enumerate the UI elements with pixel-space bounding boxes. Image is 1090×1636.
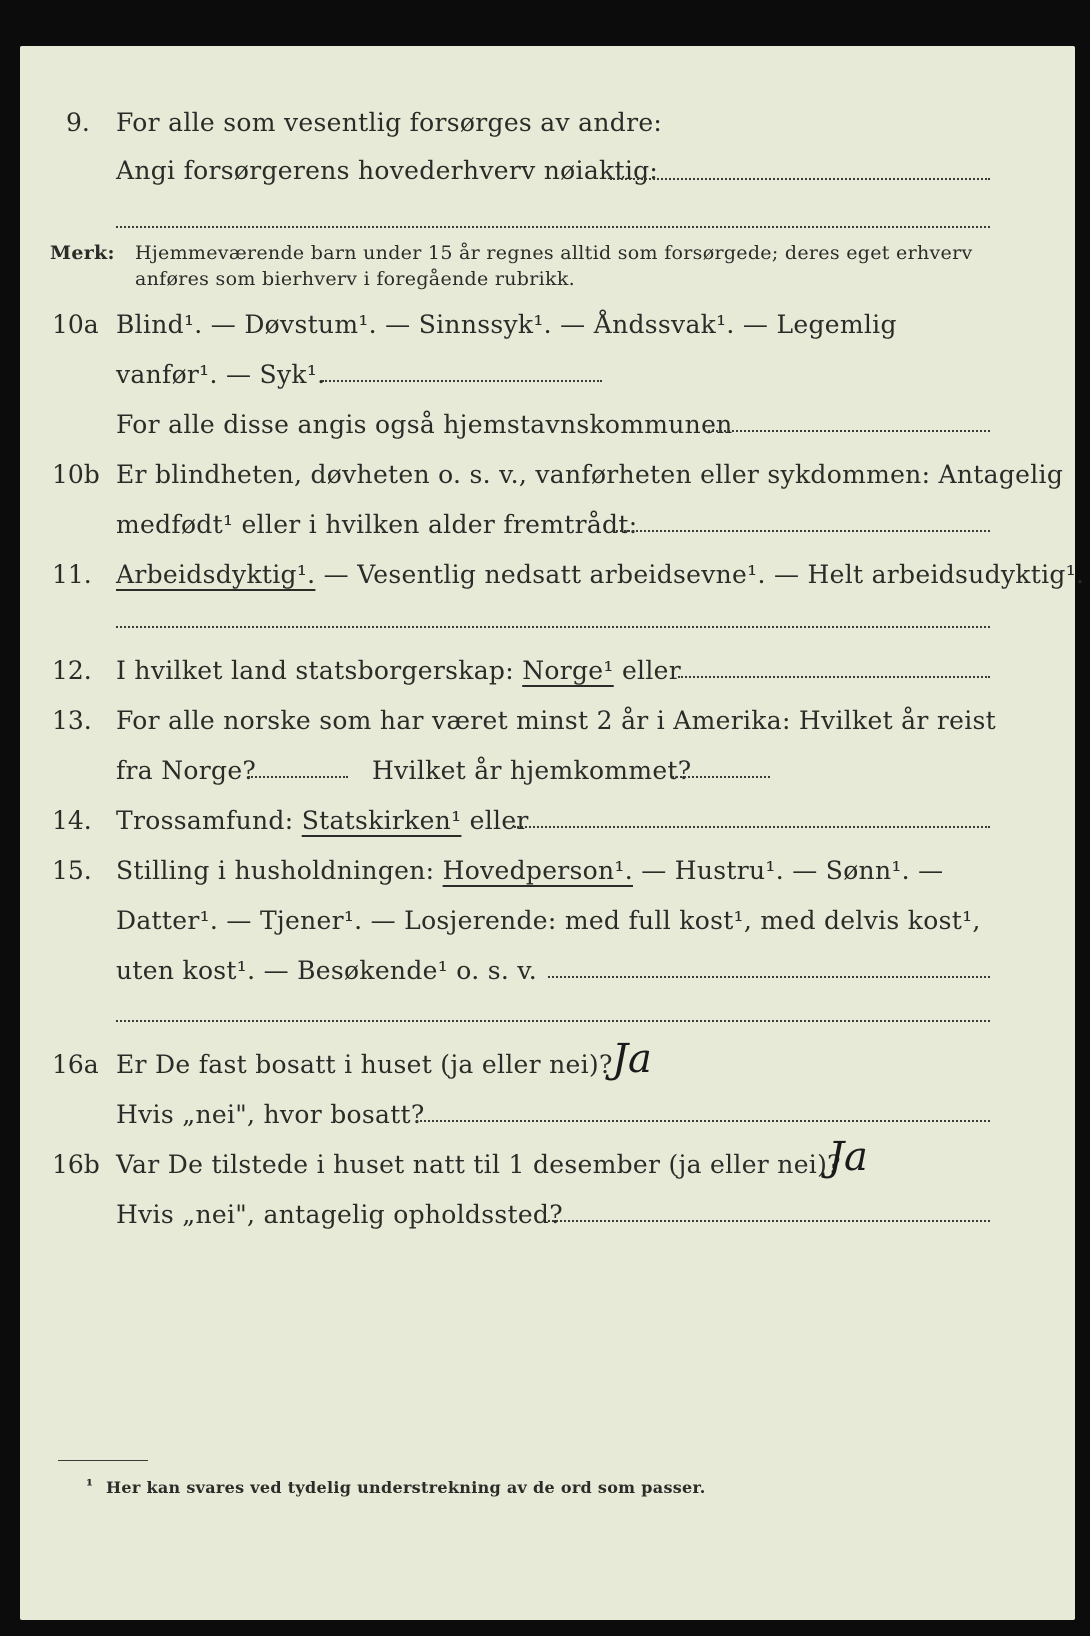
q10a-line2: vanfør¹. — Syk¹. xyxy=(116,360,326,389)
q15-line3: uten kost¹. — Besøkende¹ o. s. v. xyxy=(116,956,538,985)
q16a-line2: Hvis „nei", hvor bosatt? xyxy=(116,1100,425,1129)
q15-answer-underlined[interactable]: Hovedperson¹. xyxy=(442,856,633,885)
q16a-answer-line[interactable] xyxy=(416,1120,990,1122)
q13-hjem-line[interactable] xyxy=(672,776,770,778)
q13-line1: For alle norske som har været minst 2 år i Amerika: Hvilket år reist xyxy=(116,706,997,735)
q10b-answer-line[interactable] xyxy=(612,530,990,532)
merk-label: Merk: xyxy=(50,242,115,264)
q9-extra-line[interactable] xyxy=(116,226,990,228)
q12-post: eller xyxy=(613,656,681,685)
q14-pre: Trossamfund: xyxy=(116,806,302,835)
q12-pre: I hvilket land statsborgerskap: xyxy=(116,656,523,685)
q10b-line1: Er blindheten, døvheten o. s. v., vanførheten eller sykdommen: Antagelig xyxy=(116,460,1064,489)
q13-number: 13. xyxy=(52,706,92,735)
q11-number: 11. xyxy=(52,560,92,589)
q10a-line3: For alle disse angis også hjemstavnskommunen xyxy=(116,410,733,439)
footnote-text: Her kan svares ved tydelig understrekning av de ord som passer. xyxy=(106,1478,706,1497)
q15-post: — Hustru¹. — Sønn¹. — xyxy=(632,856,944,885)
q9-answer-line[interactable] xyxy=(610,178,990,180)
q10a-number: 10a xyxy=(52,310,99,339)
q16b-line2: Hvis „nei", antagelig opholdssted? xyxy=(116,1200,563,1229)
q10b-line2: medfødt¹ eller i hvilken alder fremtrådt: xyxy=(116,510,638,539)
q14-answer-underlined[interactable]: Statskirken¹ xyxy=(301,806,462,835)
q15-number: 15. xyxy=(52,856,92,885)
q14-post: eller xyxy=(461,806,529,835)
q16b-handwritten-answer[interactable]: Ja xyxy=(828,1134,868,1180)
q14-answer-line[interactable] xyxy=(514,826,990,828)
footnote-divider xyxy=(58,1460,148,1461)
q9-sub: Angi forsørgerens hovederhverv nøiaktig: xyxy=(116,156,659,185)
q9-text: For alle som vesentlig forsørges av andre: xyxy=(116,108,663,137)
q11-text xyxy=(116,560,1084,589)
q15-extra-line[interactable] xyxy=(116,1020,990,1022)
footnote-mark: ¹ xyxy=(86,1476,94,1495)
merk-line2: anføres som bierhverv i foregående rubrikk. xyxy=(135,268,575,290)
q10a-kommune-line[interactable] xyxy=(708,430,990,432)
q12-answer-underlined[interactable]: Norge¹ xyxy=(522,656,614,685)
q12-number: 12. xyxy=(52,656,92,685)
q11-answer-underlined[interactable]: Arbeidsdyktig¹. xyxy=(116,560,316,589)
q10a-line1: Blind¹. — Døvstum¹. — Sinnssyk¹. — Åndssvak¹. — Legemlig xyxy=(116,310,897,339)
q13-line2b: Hvilket år hjemkommet? xyxy=(372,756,692,785)
q11-extra-line[interactable] xyxy=(116,626,990,628)
q15-line2: Datter¹. — Tjener¹. — Losjerende: med full kost¹, med delvis kost¹, xyxy=(116,906,981,935)
q9-number: 9. xyxy=(66,108,90,137)
q13-reist-line[interactable] xyxy=(248,776,348,778)
q10a-syk-line[interactable] xyxy=(322,380,602,382)
q10b-number: 10b xyxy=(52,460,100,489)
q13-line2a: fra Norge? xyxy=(116,756,257,785)
form-page xyxy=(20,46,1085,1620)
q16b-answer-line[interactable] xyxy=(548,1220,990,1222)
q12-answer-line[interactable] xyxy=(678,676,990,678)
q15-text xyxy=(116,856,943,885)
q15-pre: Stilling i husholdningen: xyxy=(116,856,443,885)
merk-line1: Hjemmeværende barn under 15 år regnes alltid som forsørgede; deres eget erhverv xyxy=(135,242,973,264)
q15-answer-line[interactable] xyxy=(548,976,990,978)
q14-number: 14. xyxy=(52,806,92,835)
q12-text xyxy=(116,656,681,685)
q16a-line1: Er De fast bosatt i huset (ja eller nei)? xyxy=(116,1050,613,1079)
q16b-line1: Var De tilstede i huset natt til 1 desember (ja eller nei)? xyxy=(116,1150,841,1179)
q16a-number: 16a xyxy=(52,1050,99,1079)
q14-text xyxy=(116,806,529,835)
q16a-handwritten-answer[interactable]: Ja xyxy=(612,1036,652,1082)
q16b-number: 16b xyxy=(52,1150,100,1179)
q11-rest: — Vesentlig nedsatt arbeidsevne¹. — Helt arbeidsudyktig¹. xyxy=(315,560,1085,589)
